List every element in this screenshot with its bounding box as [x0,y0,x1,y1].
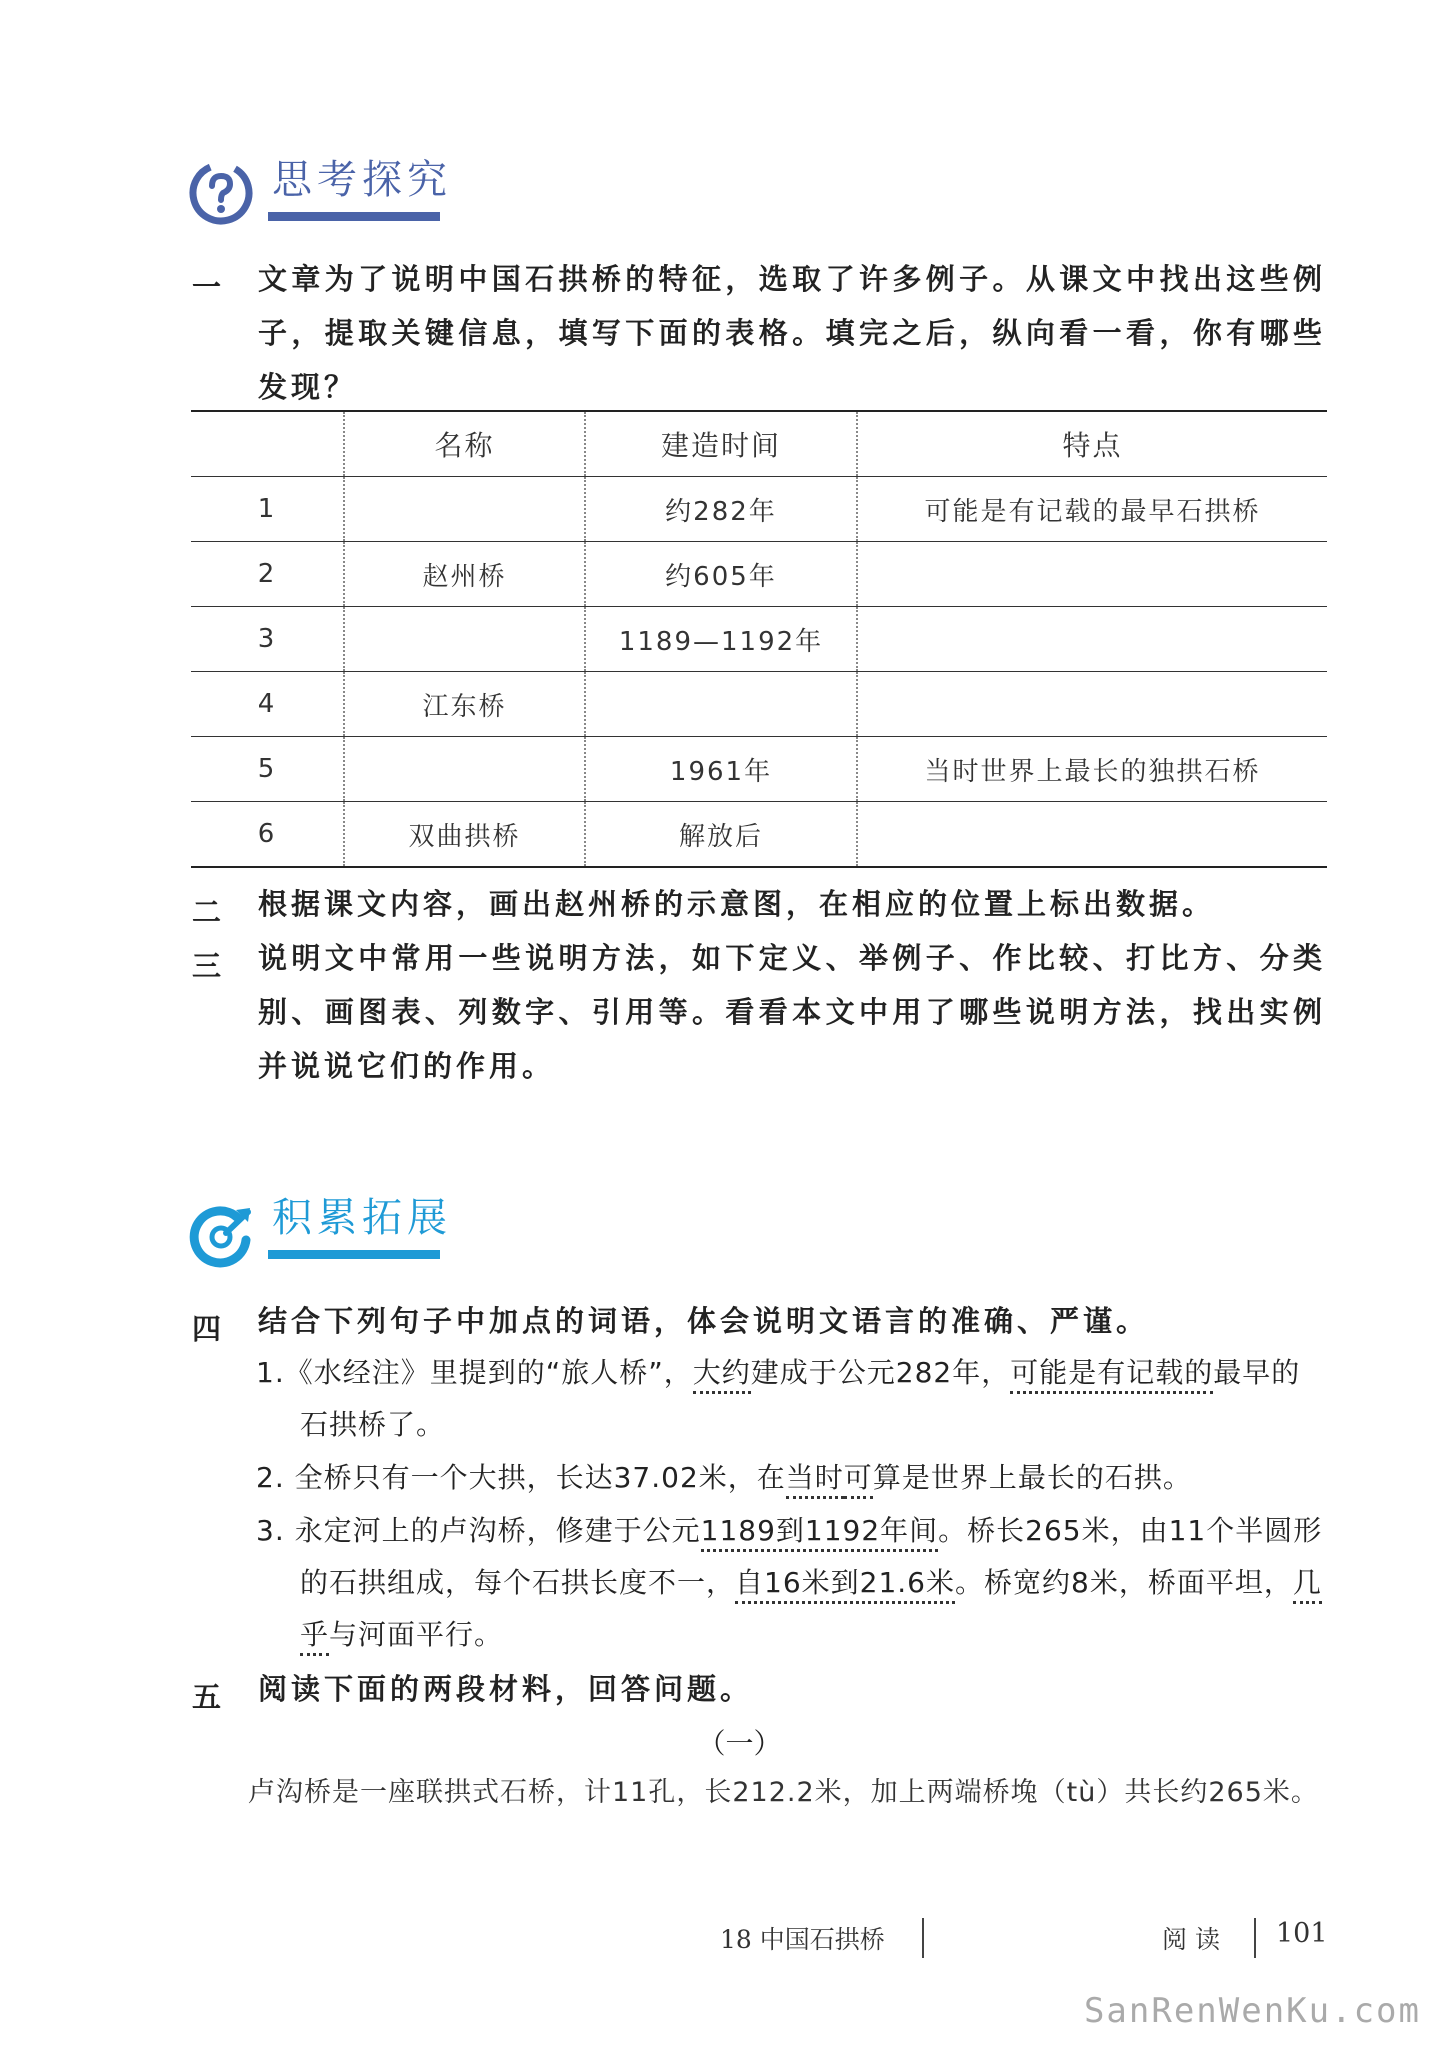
table-cell: 3 [257,624,277,654]
question-text: 根据课文内容，画出赵州桥的示意图，在相应的位置上标出数据。 [258,887,1216,921]
example-sentence-3-cont [300,1557,1330,1609]
question-text: 阅读下面的两段材料，回答问题。 [258,1672,754,1706]
bridge-table [191,410,1327,868]
example-sentence-3-cont2 [300,1609,503,1661]
dotted-word: 当时 [786,1461,844,1499]
material-text: 卢沟桥是一座联拱式石桥，计11孔，长212.2米，加上两端桥堍（tù）共长约265米。 [248,1777,1319,1808]
example-sentence-3 [256,1505,1332,1557]
sentence-text: 1.《水经注》里提到的“旅人桥”， [256,1356,693,1389]
section-underline [268,1250,440,1259]
footer-lesson: 18 中国石拱桥 [720,1925,885,1954]
question-text: 文章为了说明中国石拱桥的特征，选取了许多例子。从课文中找出这些例子，提取关键信息，填写下面的表格。填完之后，纵向看一看，你有哪些发现？ [258,262,1326,404]
table-cell: 解放后 [584,802,856,866]
table-cell: 1961年 [584,737,856,801]
sentence-text: 3. 永定河上的卢沟桥，修建于公元 [256,1514,701,1547]
dotted-word: 可能是有记载的 [1010,1356,1213,1394]
table-header-cell [191,412,343,476]
question-text: 说明文中常用一些说明方法，如下定义、举例子、作比较、打比方、分类别、画图表、列数字、引用等。看看本文中用了哪些说明方法，找出实例并说说它们的作用。 [258,941,1326,1083]
page-number: 101 [1276,1918,1328,1949]
dotted-word: 几 [1293,1566,1322,1604]
table-header-row [191,412,1327,477]
table-cell: 2 [257,559,277,589]
table-cell [343,607,584,671]
table-cell: 约605年 [584,542,856,606]
section-title-extension: 积累拓展 [272,1195,452,1241]
section-underline [268,212,440,221]
table-row [191,672,1327,737]
sentence-text: 2. 全桥只有一个大拱，长达37.02米，在 [256,1461,786,1494]
watermark: SanRenWenKu.com [1083,1991,1421,2031]
table-cell: 5 [257,754,277,784]
question-number: 三 [192,949,222,983]
table-row [191,542,1327,607]
table-cell: 4 [257,689,277,719]
sentence-text: 。桥宽约8米，桥面平坦， [955,1566,1293,1599]
question-number: 一 [192,270,222,304]
table-cell: 6 [257,819,277,849]
table-cell: 1 [257,494,277,524]
footer-divider [922,1918,924,1958]
table-row [191,802,1327,866]
table-header-cell: 建造时间 [584,412,856,476]
table-cell: 可能是有记载的最早石拱桥 [856,477,1327,541]
table-row [191,737,1327,802]
material-subheading: （一） [697,1727,782,1760]
table-cell [856,802,1327,866]
dotted-word: 可 [844,1461,873,1499]
dotted-word: 大约 [693,1356,751,1394]
question-number: 五 [192,1680,222,1714]
footer-divider [1254,1918,1256,1958]
table-header-cell: 名称 [343,412,584,476]
table-cell [856,607,1327,671]
question-text: 结合下列句子中加点的词语，体会说明文语言的准确、严谨。 [258,1304,1150,1338]
sentence-text: 。桥长265米，由11个半圆形 [938,1514,1323,1547]
table-cell: 1189—1192年 [584,607,856,671]
sentence-text: 的石拱组成，每个石拱长度不一， [300,1566,736,1599]
question-number: 四 [192,1312,222,1346]
table-cell: 赵州桥 [343,542,584,606]
dotted-word: 自16米到21.6米 [735,1566,955,1604]
example-sentence-1 [256,1347,1332,1399]
table-row [191,607,1327,672]
example-sentence-2 [256,1452,1332,1504]
table-cell [343,477,584,541]
dotted-word: 乎 [300,1618,329,1656]
sentence-text: 最早的 [1213,1356,1301,1389]
sentence-text: 建成于公元282年， [750,1356,1011,1389]
sentence-text: 石拱桥了。 [300,1408,446,1441]
sentence-text: 与河面平行。 [329,1618,504,1651]
example-sentence-1-cont [300,1399,445,1451]
table-header-cell: 特点 [856,412,1327,476]
question-number: 二 [192,895,222,929]
dotted-word: 1189到1192年间 [701,1514,939,1552]
arrow-circle-icon [186,1200,256,1270]
table-cell [584,672,856,736]
table-cell: 当时世界上最长的独拱石桥 [856,737,1327,801]
table-cell [343,737,584,801]
table-cell: 双曲拱桥 [343,802,584,866]
table-cell [856,672,1327,736]
table-row [191,477,1327,542]
section-title-thinking: 思考探究 [272,157,452,203]
table-cell [856,542,1327,606]
table-cell: 约282年 [584,477,856,541]
table-cell: 江东桥 [343,672,584,736]
sentence-text: 算是世界上最长的石拱。 [872,1461,1192,1494]
question-mark-icon [188,160,254,226]
footer-unit: 阅 读 [1162,1925,1220,1954]
